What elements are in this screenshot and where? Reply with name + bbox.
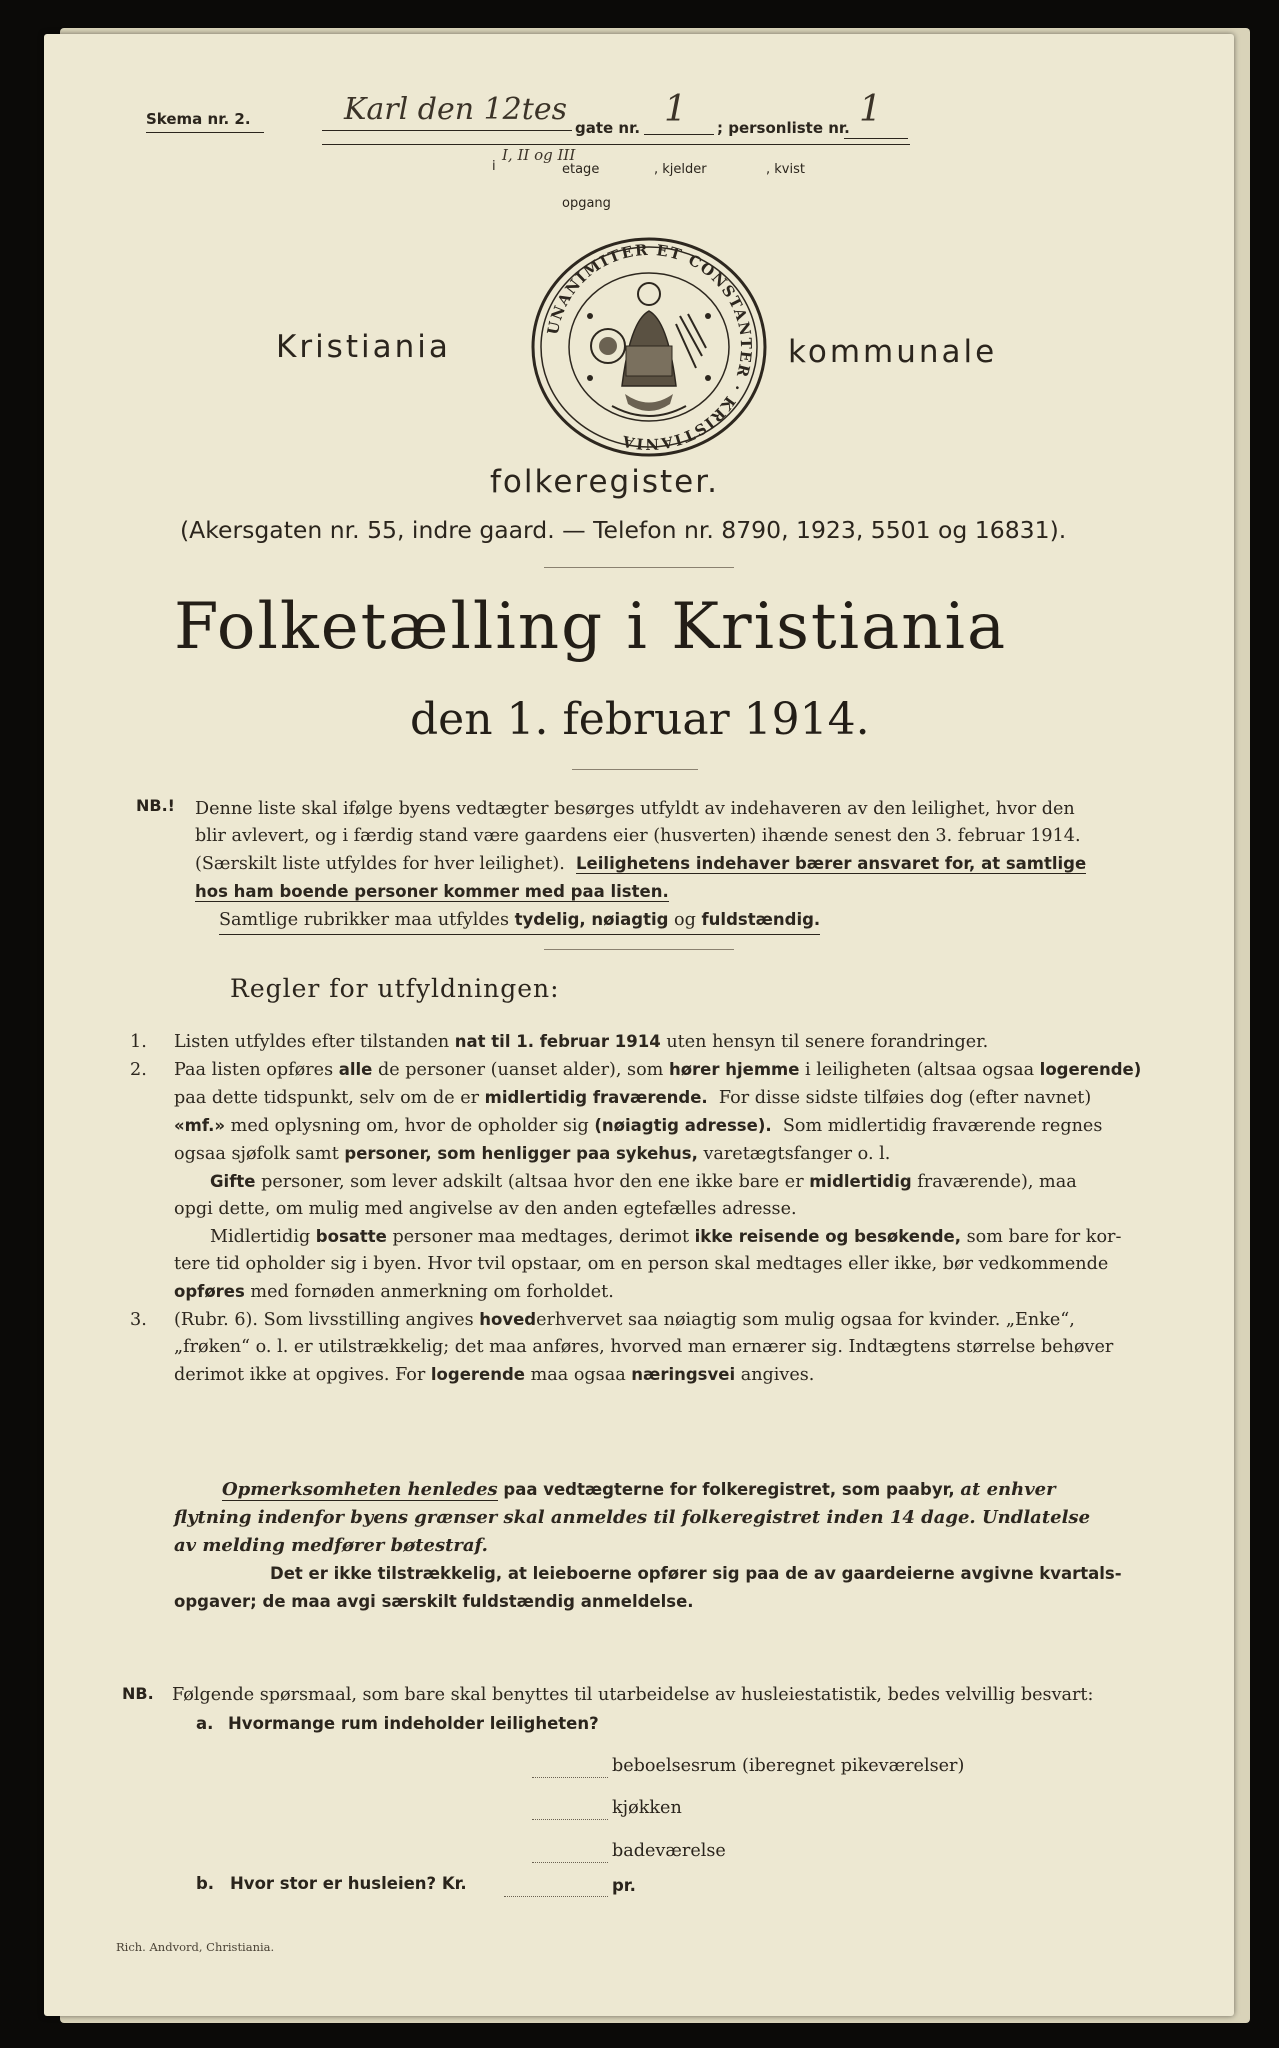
etage-label: etage bbox=[562, 162, 600, 177]
rule1-text-c: uten hensyn til senere forandringer. bbox=[666, 1032, 989, 1052]
gate-label: gate nr. bbox=[575, 119, 641, 137]
rule2-p3b: bosatte bbox=[315, 1227, 387, 1246]
rooms2-label: kjøkken bbox=[612, 1798, 682, 1818]
rule2-p3g: opføres bbox=[174, 1282, 245, 1301]
rule2-p2a: Gifte bbox=[210, 1172, 256, 1191]
nb1-paragraph bbox=[195, 796, 1205, 935]
rule2-l3b: med oplysning om, hvor de opholder sig bbox=[230, 1116, 589, 1136]
rule2-l3a: «mf.» bbox=[174, 1116, 226, 1135]
nb1-line1: Denne liste skal ifølge byens vedtægter besørges utfyldt av indehaveren av den leilighet, hvor den bbox=[195, 799, 1075, 819]
rule2-p2d: fraværende), maa bbox=[917, 1172, 1077, 1192]
rule3-number: 3. bbox=[130, 1310, 147, 1330]
rule2-l1c: de personer (uanset alder), som bbox=[377, 1060, 664, 1080]
rule3-l3a: derimot ikke at opgives. For bbox=[174, 1365, 426, 1385]
notice-l1c: at enhver bbox=[960, 1479, 1056, 1500]
gate-number-line bbox=[644, 134, 714, 135]
personliste-label: ; personliste nr. bbox=[717, 119, 850, 137]
masthead-left-word: Kristiania bbox=[276, 329, 451, 365]
notice-l1a: Opmerksomheten henledes bbox=[222, 1479, 498, 1500]
rule2-p3d: ikke reisende og besøkende, bbox=[694, 1227, 962, 1246]
rule2-l4c: varetægtsfanger o. l. bbox=[703, 1144, 891, 1164]
rule2-l3d: Som midlertidig fraværende regnes bbox=[782, 1116, 1103, 1136]
rule2-p2c: midlertidig bbox=[809, 1172, 912, 1191]
rule2-p3h: med fornøden anmerkning om forholdet. bbox=[250, 1282, 614, 1302]
svg-text:UNANIMITER ET CONSTANTER · KRI: UNANIMITER ET CONSTANTER · KRISTIANIA bbox=[543, 240, 756, 454]
personliste-number-handwritten: 1 bbox=[859, 89, 882, 130]
rule3-l3c: maa ogsaa bbox=[530, 1365, 626, 1385]
rent-per-label: pr. bbox=[612, 1876, 636, 1895]
rule1-text-b: nat til 1. februar 1914 bbox=[454, 1032, 661, 1051]
rule3-l1a: (Rubr. 6). Som livsstilling angives bbox=[174, 1310, 474, 1330]
rooms1-fill-line bbox=[532, 1777, 608, 1778]
rule2-l1d: hører hjemme bbox=[668, 1060, 800, 1079]
nb1-line5c: og bbox=[674, 910, 696, 930]
question-b: Hvor stor er husleien? Kr. bbox=[230, 1874, 467, 1893]
page-subtitle: den 1. februar 1914. bbox=[410, 694, 870, 745]
masthead-address: (Akersgaten nr. 55, indre gaard. — Telefon nr. 8790, 1923, 5501 og 16831). bbox=[180, 516, 1067, 544]
rule2-p3f: tere tid opholder sig i byen. Hvor tvil opstaar, om en person skal medtages eller ikke, bør vedkommende bbox=[174, 1254, 1109, 1274]
printer-credit: Rich. Andvord, Christiania. bbox=[116, 1940, 275, 1954]
page-title: Folketælling i Kristiania bbox=[174, 590, 1008, 664]
notice-l3: av melding medfører bøtestraf. bbox=[174, 1535, 488, 1556]
rent-fill-line bbox=[504, 1896, 608, 1897]
rooms3-fill-line bbox=[532, 1862, 608, 1863]
rules-list bbox=[130, 1028, 1210, 1389]
rule2-l2a: paa dette tidspunkt, selv om de er bbox=[174, 1088, 480, 1108]
street-line bbox=[322, 130, 572, 131]
masthead-right-word: kommunale bbox=[788, 334, 998, 370]
nb1-line5a: Samtlige rubrikker maa utfyldes bbox=[219, 910, 510, 930]
city-seal-icon bbox=[530, 236, 768, 458]
masthead-register: folkeregister. bbox=[490, 464, 719, 500]
notice-l2: flytning indenfor byens grænser skal anmeldes til folkeregistret inden 14 dage. Undlatelse bbox=[174, 1507, 1091, 1528]
rule2-p2b: personer, som lever adskilt (altsaa hvor den ene ikke bare er bbox=[261, 1172, 804, 1192]
notice-l4: Det er ikke tilstrækkelig, at leieboerne opfører sig paa de av gaardeierne avgivne kvartals- bbox=[270, 1564, 1122, 1583]
nb1-line4: hos ham boende personer kommer med paa listen. bbox=[195, 882, 669, 901]
separator-2 bbox=[572, 769, 698, 770]
rule2-l1f: logerende) bbox=[1039, 1060, 1142, 1079]
header-double-line bbox=[322, 144, 910, 145]
question-a-label: a. bbox=[196, 1714, 214, 1733]
nb1-label: NB.! bbox=[136, 796, 175, 815]
rule3-l3d: næringsvei bbox=[631, 1365, 736, 1384]
notice-paragraph bbox=[174, 1476, 1214, 1616]
floor-handwritten: I, II og III bbox=[502, 146, 576, 164]
nb2-intro: Følgende spørsmaal, som bare skal benyttes til utarbeidelse av husleiestatistik, bedes velvillig besvart: bbox=[172, 1685, 1094, 1705]
rooms1-label: beboelsesrum (iberegnet pikeværelser) bbox=[612, 1756, 965, 1776]
rules-heading: Regler for utfyldningen: bbox=[230, 974, 560, 1003]
rule2-p3a: Midlertidig bbox=[210, 1227, 311, 1247]
rule2-l1a: Paa listen opføres bbox=[174, 1060, 334, 1080]
rule2-p2e: opgi dette, om mulig med angivelse av den anden egtefælles adresse. bbox=[174, 1199, 797, 1219]
rule1-text-a: Listen utfyldes efter tilstanden bbox=[174, 1032, 450, 1052]
rule2-l1e: i leiligheten (altsaa ogsaa bbox=[805, 1060, 1035, 1080]
rule2-number: 2. bbox=[130, 1060, 147, 1080]
rooms2-fill-line bbox=[532, 1819, 608, 1820]
separator-1 bbox=[544, 567, 734, 568]
gate-number-handwritten: 1 bbox=[664, 89, 687, 130]
rule2-l4a: ogsaa sjøfolk samt bbox=[174, 1144, 339, 1164]
notice-l1b: paa vedtægterne for folkeregistret, som paabyr, bbox=[503, 1480, 955, 1499]
nb1-line5b: tydelig, nøiagtig bbox=[514, 910, 669, 929]
nb2-label: NB. bbox=[122, 1684, 154, 1703]
question-b-label: b. bbox=[196, 1874, 215, 1893]
rooms3-label: badeværelse bbox=[612, 1841, 726, 1861]
rule3-l1c: erhvervet saa nøiagtig som mulig ogsaa for kvinder. „Enke“, bbox=[536, 1310, 1075, 1330]
question-a: Hvormange rum indeholder leiligheten? bbox=[228, 1714, 599, 1733]
rule2-l2c: For disse sidste tilføies dog (efter navnet) bbox=[718, 1088, 1092, 1108]
rule3-l1b: hoved bbox=[479, 1310, 537, 1329]
rule2-l2b: midlertidig fraværende. bbox=[484, 1088, 708, 1107]
skema-underline bbox=[146, 132, 264, 133]
opgang-label: opgang bbox=[562, 196, 611, 211]
floor-prefix: i bbox=[492, 159, 496, 174]
separator-3 bbox=[544, 949, 734, 950]
personliste-line bbox=[844, 138, 908, 139]
rule3-l3b: logerende bbox=[430, 1365, 525, 1384]
rule1-number: 1. bbox=[130, 1032, 147, 1052]
street-handwritten: Karl den 12tes bbox=[344, 92, 567, 127]
nb1-line3b: Leilighetens indehaver bærer ansvaret for, at samtlige bbox=[576, 854, 1087, 873]
nb1-line3a: (Særskilt liste utfyldes for hver leilighet). bbox=[195, 854, 565, 874]
rule2-l1b: alle bbox=[338, 1060, 373, 1079]
rule3-l3e: angives. bbox=[740, 1365, 815, 1385]
kjelder-label: , kjelder bbox=[654, 162, 707, 177]
rule3-l2: „frøken“ o. l. er utilstrækkelig; det maa anføres, hvorved man ernærer sig. Indtægtens størrelse behøver bbox=[174, 1337, 1114, 1357]
rule2-l3c: (nøiagtig adresse). bbox=[594, 1116, 772, 1135]
nb1-line5d: fuldstændig. bbox=[701, 910, 821, 929]
census-form bbox=[44, 34, 1234, 2016]
rule2-p3c: personer maa medtages, derimot bbox=[392, 1227, 690, 1247]
kvist-label: , kvist bbox=[766, 162, 805, 177]
skema-label: Skema nr. 2. bbox=[146, 110, 251, 128]
rule2-p3e: som bare for kor- bbox=[966, 1227, 1122, 1247]
notice-l5: opgaver; de maa avgi særskilt fuldstændig anmeldelse. bbox=[174, 1592, 694, 1611]
nb1-line2: blir avlevert, og i færdig stand være gaardens eier (husverten) ihænde senest den 3. februar 1914. bbox=[195, 826, 1081, 846]
rule2-l4b: personer, som henligger paa sykehus, bbox=[344, 1144, 698, 1163]
